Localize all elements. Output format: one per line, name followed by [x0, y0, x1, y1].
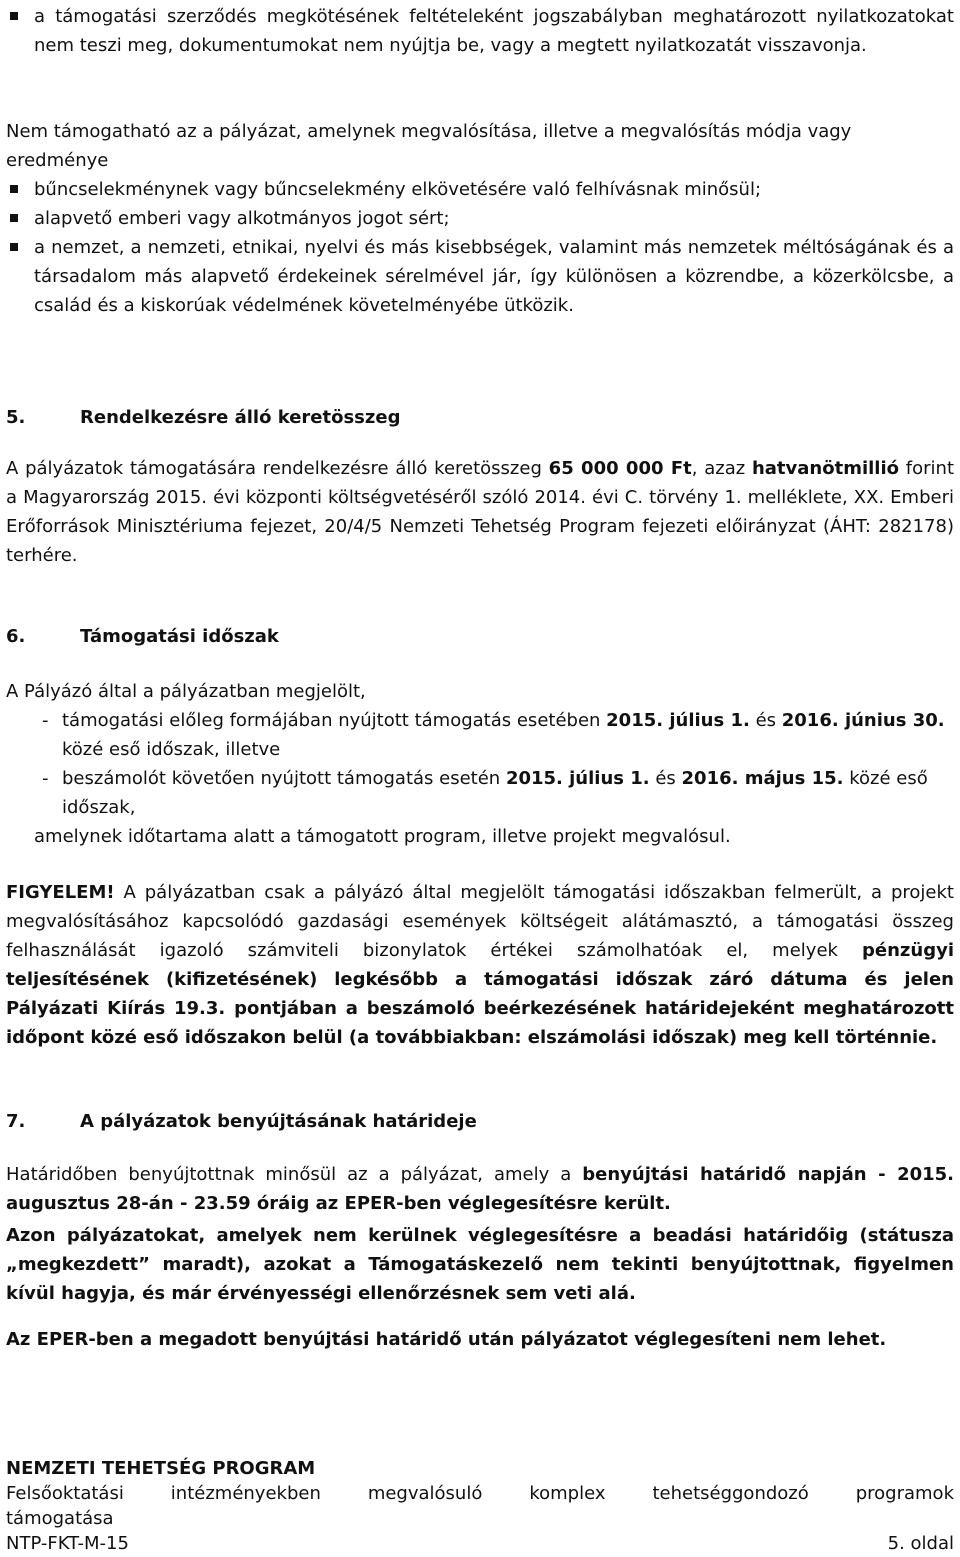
- text: forint a Magyarország 2015. évi központi költségvetéséről szóló 2014. évi C. törvény 1. melléklete, XX. Emberi Erőforrások Minisztériuma fejezet, 20/4/5 Nemzeti Tehetség Program fejezeti előirányzat (ÁHT: 282178) terhére.: [6, 458, 955, 566]
- date: 2016. május 15.: [681, 768, 844, 789]
- budget-amount-words: hatvanötmillió: [751, 458, 900, 479]
- text: A pályázatok támogatására rendelkezésre álló keretösszeg: [6, 458, 549, 479]
- warning-label: FIGYELEM!: [6, 882, 115, 903]
- dash-marker: -: [42, 768, 49, 789]
- date: 2015. július 1.: [606, 710, 750, 731]
- list-item: bűncselekménynek vagy bűncselekmény elkövetésére való felhívásnak minősül;: [6, 175, 954, 204]
- text: Határidőben benyújtottnak minősül az a pályázat, amely a: [6, 1164, 583, 1185]
- section-7-paragraph-3: Az EPER-ben a megadott benyújtási határidő után pályázatot véglegesíteni nem lehet.: [6, 1329, 887, 1350]
- not-supported-list: [6, 175, 954, 320]
- list-item: [6, 764, 954, 822]
- text: A pályázatban csak a pályázó által megjelölt támogatási időszakban felmerült, a projekt megvalósításához kapcsolódó gazdasági események költségeit alátámasztó, a támogatási összeg felhasználását igazoló számviteli bizonylatok értékei számolhatóak el, melyek: [6, 882, 954, 961]
- section-7-paragraph-2: Azon pályázatokat, amelyek nem kerülnek véglegesítésre a beadási határidőig (státusza „megkezdett” maradt), azokat a Támogatáskezelő nem tekinti benyújtottnak, figyelmen kívül hagyja, és már érvényességi ellenőrzésnek sem veti alá.: [6, 1225, 954, 1304]
- section-number: 6.: [6, 626, 26, 647]
- section-number: 7.: [6, 1111, 26, 1132]
- text: és: [749, 710, 782, 731]
- period-list: [6, 706, 954, 822]
- section-6-intro: A Pályázó által a pályázatban megjelölt,: [6, 681, 366, 702]
- list-item: alapvető emberi vagy alkotmányos jogot sért;: [6, 204, 954, 233]
- document-code: NTP-FKT-M-15: [6, 1533, 129, 1554]
- text: támogatási előleg formájában nyújtott támogatás esetében: [62, 710, 607, 731]
- page-footer: [6, 1456, 954, 1556]
- eligibility-bullet-list: [6, 2, 954, 60]
- text: , azaz: [691, 458, 752, 479]
- dash-marker: -: [42, 710, 49, 731]
- date: 2016. június 30.: [781, 710, 945, 731]
- section-6-outro: amelynek időtartama alatt a támogatott program, illetve projekt megvalósul.: [34, 826, 731, 847]
- section-title: Rendelkezésre álló keretösszeg: [80, 407, 401, 428]
- text: benyújtási határidő napján - 2015. augusztus 28-án - 23.59 óráig az EPER-ben véglegesítésre került.: [6, 1164, 955, 1214]
- footer-subtitle-line-2: támogatása: [6, 1508, 114, 1529]
- warning-paragraph: [6, 878, 954, 1052]
- list-item: a támogatási szerződés megkötésének feltételeként jogszabályban meghatározott nyilatkozatokat nem teszi meg, dokumentumokat nem nyújtja be, vagy a megtett nyilatkozatát visszavonja.: [6, 2, 954, 60]
- budget-amount: 65 000 000 Ft: [548, 458, 692, 479]
- page-number: 5. oldal: [887, 1533, 954, 1554]
- section-number: 5.: [6, 407, 26, 428]
- section-6-heading: [6, 622, 279, 651]
- text: közé eső időszak, illetve: [62, 739, 281, 760]
- text: és: [649, 768, 682, 789]
- section-7-paragraph-1: [6, 1160, 954, 1218]
- footer-program: NEMZETI TEHETSÉG PROGRAM: [6, 1458, 316, 1479]
- text: beszámolót követően nyújtott támogatás esetén: [62, 768, 506, 789]
- text: pénzügyi teljesítésének (kifizetésének) legkésőbb a támogatási időszak záró dátuma és jelen Pályázati Kiírás 19.3. pontjában a beszámoló beérkezésének határidejeként meghatározott időpont közé eső időszakon belül (a továbbiakban: elszámolási időszak) meg kell történnie.: [6, 940, 954, 1048]
- section-title: Támogatási időszak: [80, 626, 279, 647]
- section-5-heading: [6, 403, 400, 432]
- date: 2015. július 1.: [505, 768, 650, 789]
- footer-meta: [6, 1531, 954, 1556]
- section-5-body: [6, 454, 954, 570]
- list-item: [6, 706, 954, 764]
- footer-subtitle-line-1: Felsőoktatási intézményekben megvalósuló komplex tehetséggondozó programok: [6, 1483, 954, 1504]
- not-supported-intro: Nem támogatható az a pályázat, amelynek megvalósítása, illetve a megvalósítás módja vagy eredménye: [6, 121, 852, 171]
- section-title: A pályázatok benyújtásának határideje: [80, 1111, 477, 1132]
- text: közé eső időszak,: [62, 768, 928, 818]
- section-7-heading: [6, 1107, 477, 1136]
- list-item: a nemzet, a nemzeti, etnikai, nyelvi és más kisebbségek, valamint más nemzetek méltóságának és a társadalom más alapvető érdekeinek sérelmével jár, így különösen a közrendbe, a közerkölcsbe, a család és a kiskorúak védelmének követelményébe ütközik.: [6, 233, 954, 320]
